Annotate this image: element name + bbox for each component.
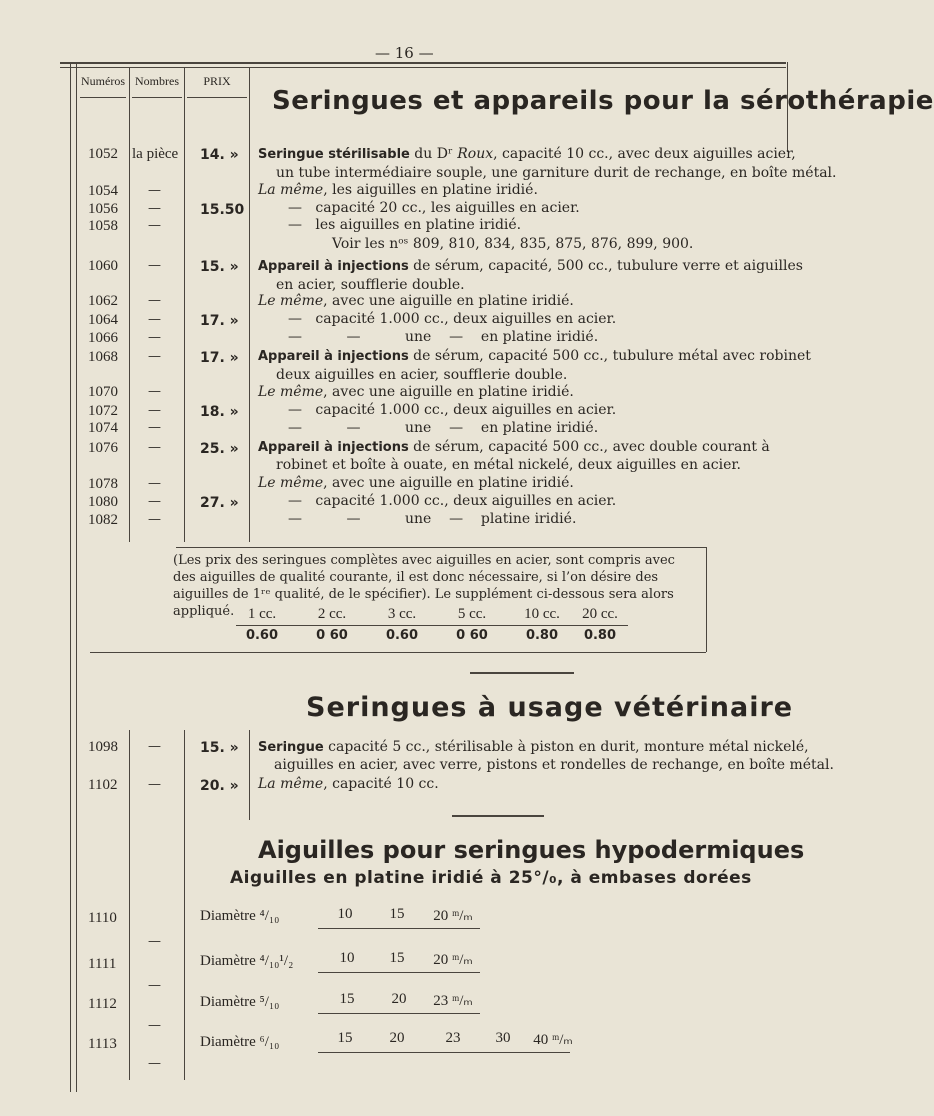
item-lead: Le même xyxy=(258,293,324,309)
item-number: 1074 xyxy=(88,420,118,436)
needle-length: 30 xyxy=(495,1030,511,1046)
needle-length: 20 xyxy=(391,991,407,1007)
item-description xyxy=(258,181,538,200)
item-lead: Le même xyxy=(258,384,324,400)
item-number: 1064 xyxy=(88,312,118,328)
item-number: 1082 xyxy=(88,512,118,528)
item-price: 15. » xyxy=(200,740,239,756)
needle-length: 15 xyxy=(389,950,405,966)
item-description: — capacité 1.000 cc., deux aiguilles en acier. xyxy=(288,493,617,509)
needle-diameter: Diamètre ⁴/₁₀ xyxy=(200,908,280,924)
col-sep-1 xyxy=(129,67,130,542)
needle-length: 10 xyxy=(337,906,353,922)
needle-length: 23 xyxy=(445,1030,461,1046)
needle-diameter: Diamètre ⁶/₁₀ xyxy=(200,1034,280,1050)
item-description: — capacité 1.000 cc., deux aiguilles en acier. xyxy=(288,402,617,418)
item-number: 1078 xyxy=(88,476,118,492)
item-description: — capacité 1.000 cc., deux aiguilles en acier. xyxy=(288,311,617,327)
item-quantity: — xyxy=(148,312,161,327)
item-lead: La même xyxy=(258,776,324,792)
item-price: 15. » xyxy=(200,259,239,275)
item-quantity: — xyxy=(148,777,161,792)
supplement-note: (Les prix des seringues complètes avec aiguilles en acier, sont compris avec des aiguilles de qualité courante, il est donc nécessaire, si l’on désire des aiguilles de 1ʳᵉ qualité, de le spécifier). Le supplément ci-dessous sera alors appliqué. xyxy=(173,553,675,619)
item-lead: La même xyxy=(258,182,324,198)
needle-length: 20 ᵐ/ₘ xyxy=(433,908,473,924)
item-number: 1060 xyxy=(88,258,118,274)
item-quantity: — xyxy=(148,494,161,509)
item-number: 1054 xyxy=(88,183,118,199)
supplement-value: 0 60 xyxy=(316,628,348,643)
item-text: du Dʳ xyxy=(409,146,458,162)
item-number: 1052 xyxy=(88,146,118,162)
needle-length: 40 ᵐ/ₘ xyxy=(533,1032,573,1048)
item-description xyxy=(258,292,574,311)
item-number: 1111 xyxy=(88,956,117,972)
item-description xyxy=(258,738,809,757)
needle-length: 23 ᵐ/ₘ xyxy=(433,993,473,1009)
length-rule xyxy=(318,972,480,973)
size-label: 1 cc. xyxy=(247,606,277,622)
needle-diameter: Diamètre ⁴/₁₀¹/₂ xyxy=(200,953,294,969)
item-number: 1080 xyxy=(88,494,118,510)
supplement-value: 0.60 xyxy=(385,628,419,643)
row-dash: — xyxy=(148,1018,161,1033)
item-number: 1058 xyxy=(88,218,118,234)
section-title-aiguilles: Aiguilles pour seringues hypodermiques xyxy=(258,836,805,864)
item-text-rest: , les aiguilles en platine iridié. xyxy=(323,182,538,198)
item-price: 17. » xyxy=(200,350,239,366)
item-description: — — une — en platine iridié. xyxy=(288,420,599,436)
needle-length: 20 ᵐ/ₘ xyxy=(433,952,473,968)
top-rule-2 xyxy=(60,67,786,68)
item-quantity: — xyxy=(148,349,161,364)
item-description xyxy=(258,347,811,366)
col-sep-2-lower xyxy=(184,730,185,1080)
top-rule xyxy=(60,62,786,64)
item-quantity: — xyxy=(148,293,161,308)
item-number: 1056 xyxy=(88,201,118,217)
section-divider-2 xyxy=(452,815,544,817)
needle-length: 15 xyxy=(389,906,405,922)
item-description: — — une — platine iridié. xyxy=(288,511,577,527)
needle-length: 15 xyxy=(337,1030,353,1046)
col-sep-3-sec2 xyxy=(249,730,250,820)
item-quantity: — xyxy=(148,420,161,435)
item-text-rest: de sérum, capacité, 500 cc., tubulure verre et aiguilles xyxy=(408,258,803,274)
item-description xyxy=(258,257,803,276)
needle-length: 15 xyxy=(339,991,355,1007)
item-description: — les aiguilles en platine iridié. xyxy=(288,217,522,233)
item-quantity: — xyxy=(148,440,161,455)
item-quantity: — xyxy=(148,512,161,527)
item-number: 1112 xyxy=(88,996,117,1012)
note-rule-top xyxy=(176,547,706,548)
item-description: — capacité 20 cc., les aiguilles en acier. xyxy=(288,200,580,216)
item-number: 1068 xyxy=(88,349,118,365)
item-price: 25. » xyxy=(200,441,239,457)
item-author: Roux xyxy=(457,146,494,162)
item-number: 1102 xyxy=(88,777,118,793)
supplement-value: 0 60 xyxy=(456,628,488,643)
item-text-rest: , capacité 10 cc. xyxy=(323,776,439,792)
header-rule-3 xyxy=(187,97,247,98)
frame-left xyxy=(70,62,71,1092)
item-description-cont: aiguilles en acier, avec verre, pistons et rondelles de rechange, en boîte métal. xyxy=(274,757,834,773)
item-text-rest: , avec une aiguille en platine iridié. xyxy=(323,475,574,491)
item-text-rest: capacité 5 cc., stérilisable à piston en durit, monture métal nickelé, xyxy=(323,739,809,755)
col-sep-3 xyxy=(249,67,250,542)
section-divider xyxy=(470,672,574,674)
needle-length: 10 xyxy=(339,950,355,966)
item-price: 18. » xyxy=(200,404,239,420)
page-number: — 16 — xyxy=(375,44,434,62)
item-quantity: — xyxy=(148,739,161,754)
section-subtitle-aiguilles: Aiguilles en platine iridié à 25°/₀, à embases dorées xyxy=(230,868,752,888)
item-number: 1062 xyxy=(88,293,118,309)
item-title: Appareil à injections xyxy=(258,440,409,455)
item-description-cont: robinet et boîte à ouate, en métal nickelé, deux aiguilles en acier. xyxy=(276,457,741,473)
length-rule xyxy=(318,1052,570,1053)
header-rule-1 xyxy=(80,97,126,98)
size-label: 5 cc. xyxy=(457,606,487,622)
item-quantity: — xyxy=(148,201,161,216)
supplement-value: 0.80 xyxy=(583,628,617,643)
item-number: 1113 xyxy=(88,1036,117,1052)
item-price: 20. » xyxy=(200,778,239,794)
item-number: 1110 xyxy=(88,910,117,926)
item-description xyxy=(258,145,796,164)
item-number: 1076 xyxy=(88,440,118,456)
item-number: 1072 xyxy=(88,403,118,419)
item-number: 1070 xyxy=(88,384,118,400)
item-title: Appareil à injections xyxy=(258,349,409,364)
item-description xyxy=(258,383,574,402)
item-title: Seringue xyxy=(258,740,324,755)
item-description-cont: en acier, soufflerie double. xyxy=(276,277,465,293)
note-rule-bottom xyxy=(90,652,706,653)
item-description-cont: deux aiguilles en acier, soufflerie double. xyxy=(276,367,568,383)
item-number: 1066 xyxy=(88,330,118,346)
item-text-rest: , avec une aiguille en platine iridié. xyxy=(323,384,574,400)
size-label: 2 cc. xyxy=(317,606,347,622)
needle-length: 20 xyxy=(389,1030,405,1046)
item-text-rest: , avec une aiguille en platine iridié. xyxy=(323,293,574,309)
section-title-serotherapie: Seringues et appareils pour la sérothérapie xyxy=(272,86,934,116)
item-quantity: — xyxy=(148,218,161,233)
header-rule-2 xyxy=(132,97,182,98)
size-label: 3 cc. xyxy=(387,606,417,622)
section-title-veterinaire: Seringues à usage vétérinaire xyxy=(306,692,794,723)
note-rule-right xyxy=(706,547,707,652)
item-price: 17. » xyxy=(200,313,239,329)
size-label: 10 cc. xyxy=(524,606,560,622)
item-lead: Le même xyxy=(258,475,324,491)
item-quantity: — xyxy=(148,403,161,418)
item-quantity: — xyxy=(148,183,161,198)
cross-reference: Voir les nᵒˢ 809, 810, 834, 835, 875, 876, 899, 900. xyxy=(332,236,694,252)
item-description: — — une — en platine iridié. xyxy=(288,329,599,345)
size-label: 20 cc. xyxy=(582,606,618,622)
col-sep-2 xyxy=(184,67,185,542)
item-description xyxy=(258,474,574,493)
supplement-rule xyxy=(236,625,628,626)
needle-diameter: Diamètre ⁵/₁₀ xyxy=(200,994,280,1010)
item-title: Seringue stérilisable xyxy=(258,147,410,162)
item-text-rest: de sérum, capacité 500 cc., avec double courant à xyxy=(408,439,770,455)
header-prix: PRIX xyxy=(203,74,231,88)
row-dash: — xyxy=(148,934,161,949)
col-sep-1-lower xyxy=(129,730,130,1080)
row-dash: — xyxy=(148,1056,161,1071)
item-price: 27. » xyxy=(200,495,239,511)
item-description xyxy=(258,775,439,794)
item-price: 14. » xyxy=(200,147,239,163)
item-title: Appareil à injections xyxy=(258,259,409,274)
item-quantity: — xyxy=(148,384,161,399)
item-description-cont: un tube intermédiaire souple, une garniture durit de rechange, en boîte métal. xyxy=(276,165,837,181)
length-rule xyxy=(318,928,480,929)
length-rule xyxy=(318,1013,480,1014)
item-text-rest: de sérum, capacité 500 cc., tubulure métal avec robinet xyxy=(408,348,811,364)
frame-left-2 xyxy=(76,62,77,1092)
item-quantity: la pièce xyxy=(132,146,179,162)
item-quantity: — xyxy=(148,258,161,273)
item-quantity: — xyxy=(148,330,161,345)
item-text-rest: , capacité 10 cc., avec deux aiguilles acier, xyxy=(493,146,796,162)
header-nombres: Nombres xyxy=(135,74,179,88)
header-numeros: Numéros xyxy=(81,74,125,88)
row-dash: — xyxy=(148,978,161,993)
supplement-value: 0.80 xyxy=(525,628,559,643)
item-quantity: — xyxy=(148,476,161,491)
item-description xyxy=(258,438,770,457)
item-price: 15.50 xyxy=(200,202,245,218)
supplement-value: 0.60 xyxy=(245,628,279,643)
item-number: 1098 xyxy=(88,739,118,755)
